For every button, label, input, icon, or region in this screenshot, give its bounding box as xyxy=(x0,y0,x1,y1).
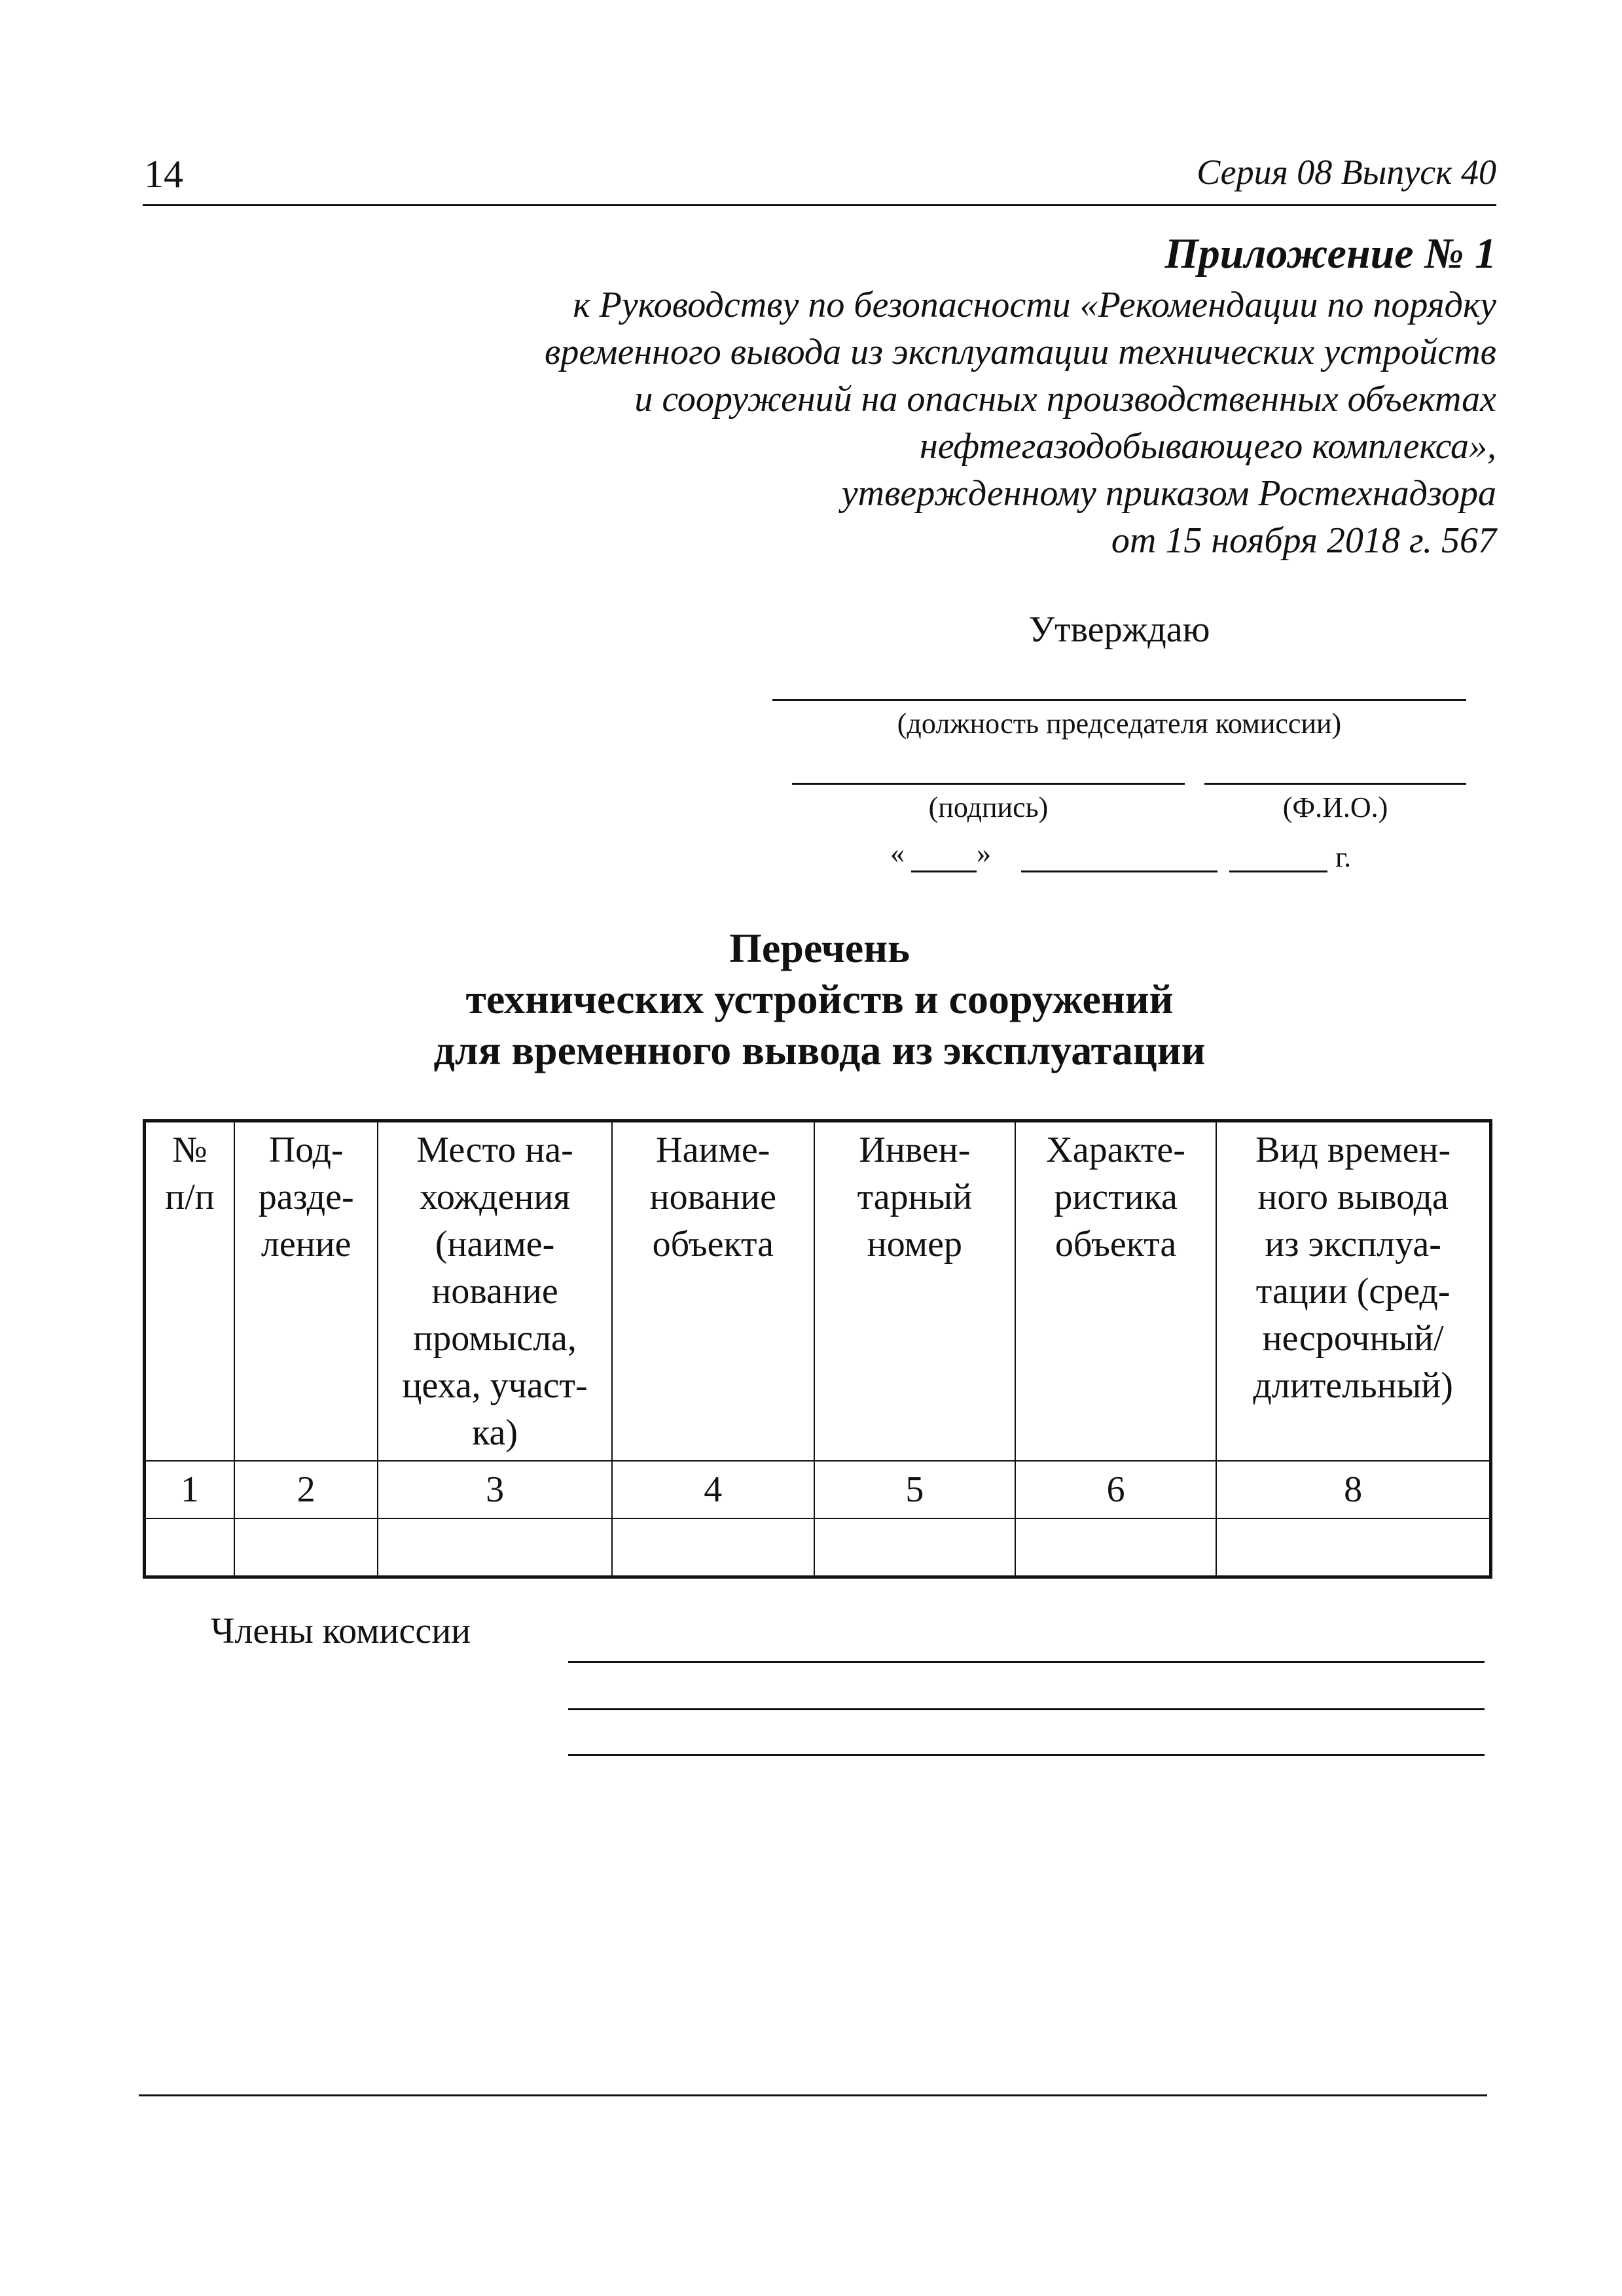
column-number-cell: 6 xyxy=(1015,1461,1216,1518)
signature-line xyxy=(792,783,1185,785)
table-cell xyxy=(234,1518,378,1577)
year-suffix: г. xyxy=(1335,841,1352,873)
date-month-line xyxy=(1021,870,1217,872)
document-title xyxy=(143,923,1496,1076)
date-open-quote: « xyxy=(890,837,905,869)
page-number: 14 xyxy=(144,152,183,196)
appendix-line: временного вывода из эксплуатации технических устройств xyxy=(545,332,1496,372)
header-cell-location: Место на- хождения (наиме- нование промысла, цеха, участ- ка) xyxy=(378,1121,611,1462)
member-signature-line xyxy=(568,1708,1485,1710)
date-day-line xyxy=(911,870,977,872)
header-cell-characteristic: Характе- ристика объекта xyxy=(1015,1121,1216,1462)
title-line: Перечень xyxy=(729,925,910,971)
appendix-line: и сооружений на опасных производственных объектах xyxy=(634,379,1496,420)
date-year-line xyxy=(1229,870,1327,872)
approve-label: Утверждаю xyxy=(1028,609,1210,650)
table-cell xyxy=(145,1518,234,1577)
position-line xyxy=(772,699,1466,701)
header-cell-object-name: Наиме- нование объекта xyxy=(612,1121,814,1462)
column-number-cell: 2 xyxy=(234,1461,378,1518)
appendix-line: к Руководству по безопасности «Рекомендации по порядку xyxy=(573,285,1496,325)
table-cell xyxy=(1216,1518,1490,1577)
appendix-reference xyxy=(545,281,1496,564)
header-divider xyxy=(143,204,1496,206)
footer-divider xyxy=(139,2094,1487,2096)
appendix-line: нефтегазодобывающего комплекса», xyxy=(919,426,1496,467)
column-number-cell: 1 xyxy=(145,1461,234,1518)
appendix-line: от 15 ноября 2018 г. 567 xyxy=(1111,520,1496,561)
column-number-cell: 4 xyxy=(612,1461,814,1518)
column-number-cell: 3 xyxy=(378,1461,611,1518)
appendix-title: Приложение № 1 xyxy=(1164,230,1496,278)
column-number-row xyxy=(145,1461,1491,1518)
name-caption: (Ф.И.О.) xyxy=(1282,791,1388,823)
table-cell xyxy=(378,1518,611,1577)
date-close-quote: » xyxy=(977,837,991,869)
member-signature-line xyxy=(568,1754,1485,1756)
name-line xyxy=(1204,783,1466,785)
appendix-line: утвержденному приказом Ростехнадзора xyxy=(841,473,1496,514)
table-row xyxy=(145,1518,1491,1577)
commission-members-label: Члены комиссии xyxy=(211,1611,471,1651)
equipment-list-table xyxy=(143,1119,1492,1579)
header-cell-inventory-number: Инвен- тарный номер xyxy=(814,1121,1015,1462)
header-cell-division: Под- разде- ление xyxy=(234,1121,378,1462)
header-cell-withdrawal-type: Вид времен- ного вывода из эксплуа- тации (сред- несрочный/ длительный) xyxy=(1216,1121,1490,1462)
title-line: технических устройств и сооружений xyxy=(465,976,1174,1022)
signature-caption: (подпись) xyxy=(928,791,1049,823)
position-caption: (должность председателя комиссии) xyxy=(897,708,1342,740)
table-cell xyxy=(814,1518,1015,1577)
column-number-cell: 8 xyxy=(1216,1461,1490,1518)
table-cell xyxy=(1015,1518,1216,1577)
table-cell xyxy=(612,1518,814,1577)
member-signature-line xyxy=(568,1661,1485,1663)
table-header-row xyxy=(145,1121,1491,1462)
title-line: для временного вывода из эксплуатации xyxy=(433,1027,1206,1073)
column-number-cell: 5 xyxy=(814,1461,1015,1518)
header-cell-number: № п/п xyxy=(145,1121,234,1462)
series-label: Серия 08 Выпуск 40 xyxy=(1197,152,1496,192)
